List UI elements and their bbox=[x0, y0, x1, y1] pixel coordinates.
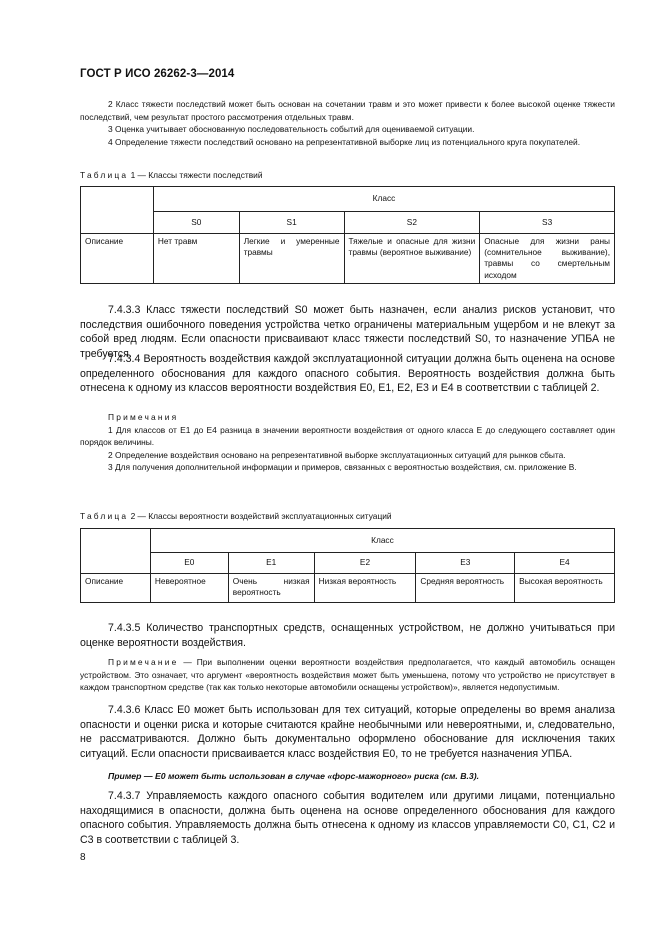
table1-class-header: Класс bbox=[153, 187, 614, 212]
table2-caption-text: 2 — Классы вероятности воздействий эксплуатационных ситуаций bbox=[128, 511, 392, 521]
paragraph: 7.4.3.5 Количество транспортных средств, оснащенных устройством, не должно учитываться при оценке вероятности воздействия. bbox=[80, 622, 615, 649]
table2-caption-word: Таблица bbox=[80, 511, 129, 521]
table1-cell: Опасные для жизни раны (сомнительное выживание), травмы со смертельным исходом bbox=[480, 234, 615, 284]
paragraph: 7.4.3.6 Класс E0 может быть использован для тех ситуаций, которые определены во время анализа опасности и оценки риска и которые считаются крайне необычными или невероятными, и, следовательно, не рассматриваются. Должно быть документально оформлено обоснование для исключения таких ситуаций. Если опасности присваивается класс воздействия E0, то не требуется назначения УПБА. bbox=[80, 704, 615, 760]
note-text: — При выполнении оценки вероятности воздействия предполагается, что каждый автомобиль оснащен устройством. Это означает, что аргумент «вероятность воздействия может быть уменьшена, потому что устройство не присутствует в каждом транспортном средстве (так как только некоторые автомобили оснащены устройством)», является недопустимым. bbox=[80, 657, 615, 692]
table2-cell: Средняя вероятность bbox=[416, 574, 515, 603]
section-7-4-3-7 bbox=[80, 789, 615, 847]
note-item: 4 Определение тяжести последствий основано на репрезентативной выборке лиц из потенциального круга покупателей. bbox=[108, 136, 581, 147]
table1-col-header: S0 bbox=[153, 212, 239, 234]
paragraph: 7.4.3.4 Вероятность воздействия каждой эксплуатационной ситуации должна быть оценена на основе определенного обоснования для каждого опасного события. Вероятность воздействия должна быть отнесена к одному из классов вероятности воздействия E0, E1, E2, E3 и E4 в соответствии с таблицей 2. bbox=[80, 353, 615, 395]
table2-col-header: E0 bbox=[150, 553, 228, 574]
table1-col-header: S2 bbox=[344, 212, 480, 234]
table1-cell: Нет травм bbox=[153, 234, 239, 284]
paragraph: 7.4.3.7 Управляемость каждого опасного события водителем или другими лицами, потенциально находящимися в опасности, должна быть оценена на основе определенного обоснования для каждого опасного события. Управляемость должна быть отнесена к одному из классов управляемости C0, C1, C2 и C3 в соответствии с таблицей 3. bbox=[80, 790, 615, 846]
table1-col-header: S1 bbox=[239, 212, 344, 234]
page-number: 8 bbox=[80, 852, 86, 863]
table1-caption-text: 1 — Классы тяжести последствий bbox=[128, 170, 263, 180]
notes-block bbox=[80, 411, 615, 474]
note-item: 2 Определение воздействия основано на репрезентативной выборке эксплуатационных ситуаций для рынков сбыта. bbox=[108, 449, 566, 460]
table2-col-header: E1 bbox=[228, 553, 314, 574]
table2-row-label: Описание bbox=[81, 574, 151, 603]
table2-cell: Низкая вероятность bbox=[314, 574, 416, 603]
document-header: ГОСТ Р ИСО 26262-3—2014 bbox=[80, 68, 235, 80]
top-notes bbox=[80, 98, 615, 148]
notes-heading: Примечания bbox=[108, 412, 179, 422]
table1-caption-word: Таблица bbox=[80, 170, 129, 180]
table1-col-header: S3 bbox=[480, 212, 615, 234]
table2-col-header: E4 bbox=[515, 553, 615, 574]
example-text: Пример — E0 может быть использован в случае «форс-мажорного» риска (см. B.3). bbox=[108, 771, 480, 781]
note-item: 3 Оценка учитывает обоснованную последовательность событий для оцениваемой ситуации. bbox=[108, 124, 475, 134]
note-word: Примечание bbox=[108, 657, 179, 667]
table2-col-header: E2 bbox=[314, 553, 416, 574]
table1 bbox=[80, 186, 615, 284]
note-item: 3 Для получения дополнительной информации и примеров, связанных с вероятностью воздействия, см. приложение B. bbox=[108, 462, 577, 472]
table2-corner-cell bbox=[81, 529, 151, 574]
table1-corner-cell bbox=[81, 187, 154, 234]
table2 bbox=[80, 528, 615, 603]
section-7-4-3-5 bbox=[80, 621, 615, 650]
table1-cell: Легкие и умеренные травмы bbox=[239, 234, 344, 284]
table2-cell: Высокая вероятность bbox=[515, 574, 615, 603]
table1-caption bbox=[80, 170, 615, 180]
table2-caption bbox=[80, 511, 615, 521]
paragraph: 7.4.3.3 Класс тяжести последствий S0 может быть назначен, если анализ рисков установит, что последствия ошибочного поведения устройства четко ограничены материальным ущербом и не влекут за собой вред людям. Если опасности присваивают класс тяжести последствий S0, то назначение УПБА не требуется. bbox=[80, 304, 615, 360]
table2-cell: Невероятное bbox=[150, 574, 228, 603]
table2-class-header: Класс bbox=[150, 529, 614, 553]
note-item: 2 Класс тяжести последствий может быть основан на сочетании травм и это может привести к более высокой оценке тяжести последствий, чем результат простого рассмотрения отдельных травм. bbox=[80, 99, 615, 122]
single-note bbox=[80, 656, 615, 694]
table2-col-header: E3 bbox=[416, 553, 515, 574]
note-item: 1 Для классов от E1 до E4 разница в значении вероятности воздействия от одного класса E до следующего составляет один порядок величины. bbox=[80, 424, 615, 447]
table1-row-label: Описание bbox=[81, 234, 154, 284]
table1-cell: Тяжелые и опасные для жизни травмы (вероятное выживание) bbox=[344, 234, 480, 284]
section-7-4-3-6 bbox=[80, 703, 615, 761]
section-7-4-3-4 bbox=[80, 352, 615, 396]
table2-cell: Очень низкая вероятность bbox=[228, 574, 314, 603]
